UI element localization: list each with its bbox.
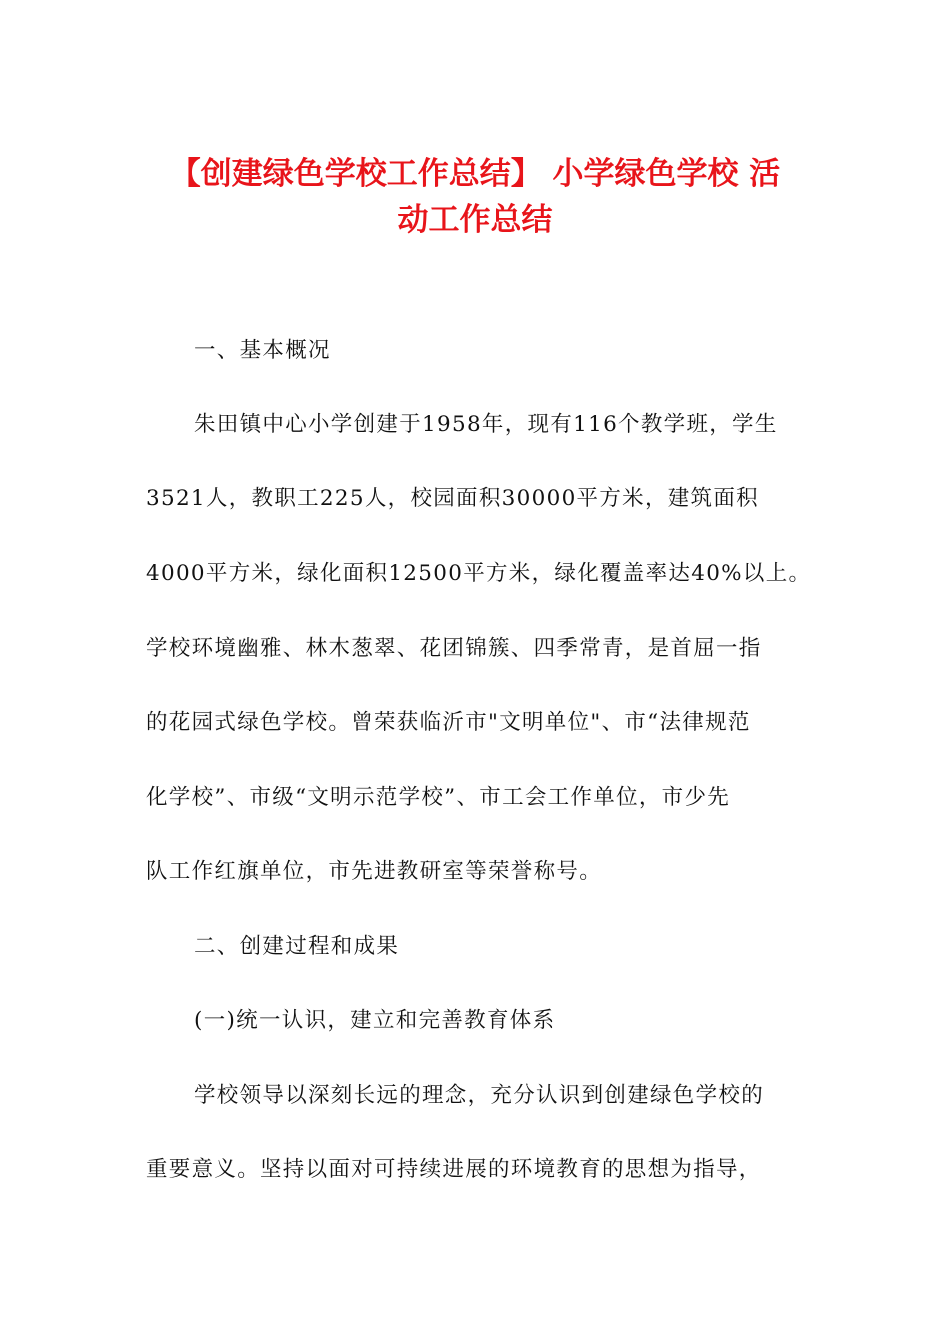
document-title-line-1: 【创建绿色学校工作总结】 小学绿色学校 活: [169, 156, 781, 192]
section-heading-basic-overview: 一、基本概况: [194, 338, 331, 363]
paragraph-line: 重要意义。坚持以面对可持续进展的环境教育的思想为指导，: [146, 1157, 762, 1182]
paragraph-line: 化学校”、市级“文明示范学校”、市工会工作单位，市少先: [146, 785, 731, 810]
paragraph-line: 4000平方米，绿化面积12500平方米，绿化覆盖率达40%以上。: [146, 561, 812, 586]
subsection-heading: (一)统一认识，建立和完善教育体系: [194, 1008, 556, 1033]
section-heading-process-results: 二、创建过程和成果: [194, 934, 400, 959]
paragraph-line: 学校领导以深刻长远的理念，充分认识到创建绿色学校的: [194, 1083, 765, 1108]
paragraph-line: 3521人，教职工225人，校园面积30000平方米，建筑面积: [146, 486, 759, 511]
paragraph-line: 队工作红旗单位，市先进教研室等荣誉称号。: [146, 859, 603, 884]
paragraph-line: 朱田镇中心小学创建于1958年，现有116个教学班，学生: [194, 412, 778, 437]
document-title-line-2: 动工作总结: [397, 202, 553, 238]
paragraph-line: 学校环境幽雅、林木葱翠、花团锦簇、四季常青，是首屈一指: [146, 636, 762, 661]
paragraph-line: 的花园式绿色学校。曾荣获临沂市"文明单位"、市“法律规范: [146, 710, 751, 735]
